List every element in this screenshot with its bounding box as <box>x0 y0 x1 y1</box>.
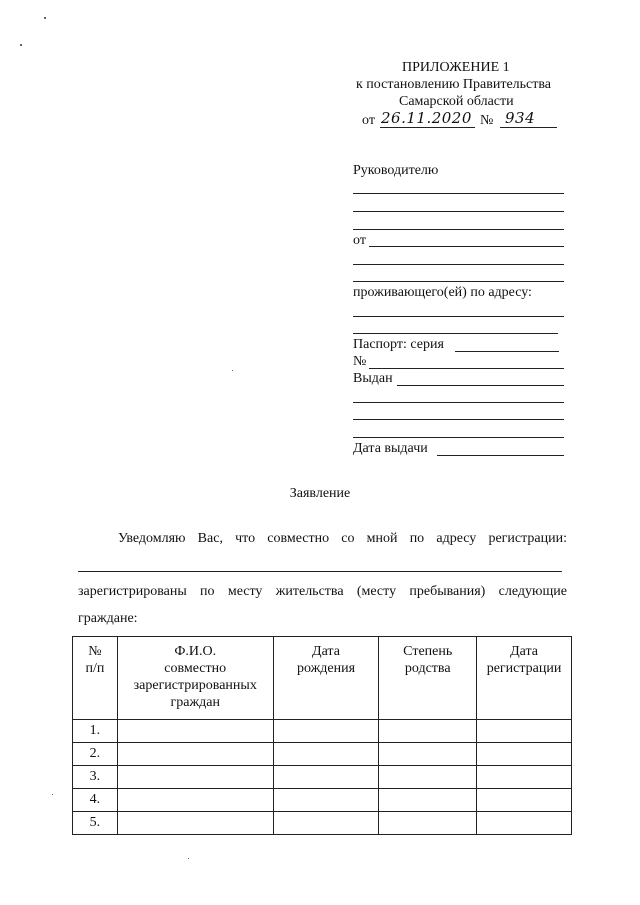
paragraph-1-word: совместно <box>267 531 330 546</box>
passport-number-line[interactable] <box>369 368 564 369</box>
issued-by-line[interactable] <box>353 419 564 420</box>
regdate-cell[interactable] <box>477 812 572 835</box>
issued-by-line[interactable] <box>353 402 564 403</box>
birthdate-cell[interactable] <box>273 789 379 812</box>
issued-by-line[interactable] <box>397 385 564 386</box>
table-row <box>73 720 572 743</box>
relation-cell[interactable] <box>379 789 477 812</box>
issued-by-line[interactable] <box>353 437 564 438</box>
manager-name-line[interactable] <box>353 229 564 230</box>
decree-date-value: 26.11.2020 <box>381 109 472 127</box>
col-regdate-header: Дата регистрации <box>477 637 572 720</box>
paragraph-1-word: адресу <box>436 531 477 546</box>
appendix-title: ПРИЛОЖЕНИЕ 1 <box>402 60 510 75</box>
name-cell[interactable] <box>117 743 273 766</box>
row-number-cell: 1. <box>73 720 118 743</box>
decree-number-prefix: № <box>480 113 494 128</box>
paragraph-2-word: по <box>200 584 215 599</box>
scan-speck <box>20 44 22 46</box>
paragraph-2-word: жительства <box>275 584 344 599</box>
residents-table <box>72 636 572 835</box>
paragraph-2-word: пребывания) <box>409 584 486 599</box>
birthdate-cell[interactable] <box>273 743 379 766</box>
regdate-cell[interactable] <box>477 720 572 743</box>
birthdate-cell[interactable] <box>273 720 379 743</box>
passport-number-label: № <box>353 354 367 369</box>
appendix-region-line: Самарской области <box>399 94 514 109</box>
row-number-cell: 5. <box>73 812 118 835</box>
table-row <box>73 766 572 789</box>
residing-label: проживающего(ей) по адресу: <box>353 285 532 300</box>
relation-cell[interactable] <box>379 720 477 743</box>
col-name-header: Ф.И.О. совместно зарегистрированных граждан <box>117 637 273 720</box>
name-cell[interactable] <box>117 812 273 835</box>
statement-paragraph-1 <box>118 531 567 547</box>
from-label: от <box>353 233 366 248</box>
appendix-decree-line: к постановлению Правительства <box>356 77 552 92</box>
address-line[interactable] <box>353 316 564 317</box>
table-row <box>73 812 572 835</box>
passport-series-label: Паспорт: серия <box>353 337 444 352</box>
registration-address-line[interactable] <box>78 571 562 572</box>
issue-date-line[interactable] <box>437 455 564 456</box>
regdate-cell[interactable] <box>477 766 572 789</box>
paragraph-1-word: по <box>409 531 425 546</box>
scan-speck <box>188 858 189 859</box>
passport-series-line[interactable] <box>455 351 559 352</box>
name-cell[interactable] <box>117 720 273 743</box>
birthdate-cell[interactable] <box>273 812 379 835</box>
scan-speck <box>52 794 53 795</box>
issued-label: Выдан <box>353 371 393 386</box>
paragraph-1-word: мной <box>366 531 398 546</box>
to-label: Руководителю <box>353 163 439 178</box>
paragraph-1-word: регистрации: <box>488 531 567 546</box>
applicant-name-line[interactable] <box>353 264 564 265</box>
row-number-cell: 2. <box>73 743 118 766</box>
row-number-cell: 4. <box>73 789 118 812</box>
paragraph-2-word: зарегистрированы <box>78 584 187 599</box>
name-cell[interactable] <box>117 789 273 812</box>
birthdate-cell[interactable] <box>273 766 379 789</box>
paragraph-2-word: следующие <box>498 584 567 599</box>
decree-number-value: 934 <box>505 109 536 127</box>
row-number-cell: 3. <box>73 766 118 789</box>
statement-paragraph-2 <box>78 584 567 600</box>
paragraph-1-word: со <box>341 531 355 546</box>
relation-cell[interactable] <box>379 812 477 835</box>
regdate-cell[interactable] <box>477 743 572 766</box>
relation-cell[interactable] <box>379 766 477 789</box>
table-header-row <box>73 637 572 720</box>
decree-date-prefix: от <box>362 113 375 128</box>
address-line[interactable] <box>353 333 558 334</box>
table-row <box>73 743 572 766</box>
col-relation-header: Степень родства <box>379 637 477 720</box>
col-birthdate-header: Дата рождения <box>273 637 379 720</box>
manager-name-line[interactable] <box>353 211 564 212</box>
paragraph-1-word: что <box>235 531 256 546</box>
manager-name-line[interactable] <box>353 193 564 194</box>
col-number-header: № п/п <box>73 637 118 720</box>
statement-paragraph-2-end: граждане: <box>78 611 138 626</box>
applicant-name-line[interactable] <box>353 281 564 282</box>
relation-cell[interactable] <box>379 743 477 766</box>
paragraph-1-word: Уведомляю <box>118 531 186 546</box>
scan-speck <box>44 17 46 19</box>
decree-number-underline <box>500 127 557 128</box>
issue-date-label: Дата выдачи <box>353 441 428 456</box>
paragraph-2-word: (месту <box>356 584 397 599</box>
applicant-name-line[interactable] <box>369 246 564 247</box>
table-row <box>73 789 572 812</box>
regdate-cell[interactable] <box>477 789 572 812</box>
statement-title: Заявление <box>289 486 351 501</box>
paragraph-1-word: Вас, <box>197 531 223 546</box>
decree-date-underline <box>380 127 475 128</box>
paragraph-2-word: месту <box>227 584 263 599</box>
scan-speck <box>232 370 233 371</box>
name-cell[interactable] <box>117 766 273 789</box>
